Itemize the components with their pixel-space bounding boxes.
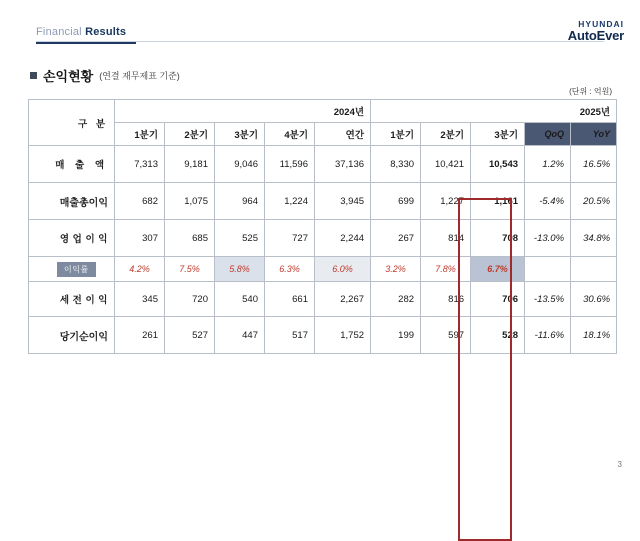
column-group-2025: 2025년: [371, 100, 617, 123]
cell-net-2025q1: 199: [371, 317, 421, 354]
cell-net-2025q3: 528: [471, 317, 525, 354]
cell-gross-qoq: -5.4%: [525, 183, 571, 220]
header-title-light: Financial: [36, 26, 86, 38]
cell-op-2024q3: 525: [215, 220, 265, 257]
cell-margin-qoq: [525, 257, 571, 282]
page-number: 3: [617, 460, 622, 469]
cell-revenue-2025q1: 8,330: [371, 146, 421, 183]
cell-revenue-2025q2: 10,421: [421, 146, 471, 183]
cell-revenue-2024annual: 37,136: [315, 146, 371, 183]
cell-op-yoy: 34.8%: [571, 220, 617, 257]
cell-pretax-2025q1: 282: [371, 282, 421, 317]
cell-gross-2025q1: 699: [371, 183, 421, 220]
logo-top-text: HYUNDAI: [578, 19, 624, 29]
cell-pretax-yoy: 30.6%: [571, 282, 617, 317]
table-row-ratio: [29, 257, 617, 282]
cell-margin-2025q1: 3.2%: [371, 257, 421, 282]
table-row: [29, 317, 617, 354]
cell-margin-2024q1: 4.2%: [115, 257, 165, 282]
cell-pretax-2024q1: 345: [115, 282, 165, 317]
column-group-2024: 2024년: [115, 100, 371, 123]
table-head: [29, 100, 617, 146]
cell-margin-2024q2: 7.5%: [165, 257, 215, 282]
financial-table: [28, 99, 617, 354]
column-header-qoq: QoQ: [525, 123, 571, 146]
cell-margin-2025q3: 6.7%: [471, 257, 525, 282]
cell-margin-2024q3: 5.8%: [215, 257, 265, 282]
logo-bottom-text: AutoEver: [567, 27, 624, 43]
cell-op-2024q4: 727: [265, 220, 315, 257]
company-logo: [568, 20, 624, 43]
cell-gross-2024q2: 1,075: [165, 183, 215, 220]
cell-op-qoq: -13.0%: [525, 220, 571, 257]
cell-pretax-2025q3: 706: [471, 282, 525, 317]
table-head-row-groups: [29, 100, 617, 123]
table-row: [29, 282, 617, 317]
unit-note: (단위 : 억원): [569, 87, 612, 96]
column-header-yoy: YoY: [571, 123, 617, 146]
cell-op-2025q1: 267: [371, 220, 421, 257]
section-subtitle-text: (연결 재무제표 기준): [99, 71, 180, 81]
cell-margin-2025q2: 7.8%: [421, 257, 471, 282]
slide-header: [36, 26, 604, 44]
cell-gross-2025q3: 1,161: [471, 183, 525, 220]
column-header-label: 구 분: [29, 100, 115, 146]
section-title: [30, 66, 180, 85]
cell-revenue-yoy: 16.5%: [571, 146, 617, 183]
cell-op-2025q3: 708: [471, 220, 525, 257]
cell-net-2024q4: 517: [265, 317, 315, 354]
column-header-2024-q1: 1분기: [115, 123, 165, 146]
column-header-2025-q1: 1분기: [371, 123, 421, 146]
cell-pretax-2024q3: 540: [215, 282, 265, 317]
section-title-text: 손익현황: [43, 69, 94, 84]
cell-revenue-2025q3: 10,543: [471, 146, 525, 183]
cell-revenue-qoq: 1.2%: [525, 146, 571, 183]
cell-revenue-2024q2: 9,181: [165, 146, 215, 183]
table-head-row-periods: [29, 123, 617, 146]
column-header-2024-annual: 연간: [315, 123, 371, 146]
column-header-2024-q2: 2분기: [165, 123, 215, 146]
cell-net-yoy: 18.1%: [571, 317, 617, 354]
cell-gross-2024annual: 3,945: [315, 183, 371, 220]
row-label-pretax-profit: 세 전 이 익: [29, 282, 115, 317]
row-label-margin: [29, 257, 115, 282]
row-label-net-income: 당기순이익: [29, 317, 115, 354]
cell-gross-yoy: 20.5%: [571, 183, 617, 220]
column-header-2025-q2: 2분기: [421, 123, 471, 146]
cell-revenue-2024q1: 7,313: [115, 146, 165, 183]
header-title-bold: Results: [85, 26, 127, 38]
header-title: [36, 26, 604, 42]
cell-net-2025q2: 597: [421, 317, 471, 354]
cell-net-2024q2: 527: [165, 317, 215, 354]
cell-net-qoq: -11.6%: [525, 317, 571, 354]
cell-pretax-2024q4: 661: [265, 282, 315, 317]
table-row: [29, 183, 617, 220]
row-label-revenue: 매 출 액: [29, 146, 115, 183]
cell-gross-2024q4: 1,224: [265, 183, 315, 220]
cell-pretax-2024annual: 2,267: [315, 282, 371, 317]
column-header-2025-q3: 3분기: [471, 123, 525, 146]
cell-revenue-2024q3: 9,046: [215, 146, 265, 183]
cell-op-2025q2: 814: [421, 220, 471, 257]
table-body: [29, 146, 617, 354]
column-header-2024-q3: 3분기: [215, 123, 265, 146]
row-label-gross-profit: 매출총이익: [29, 183, 115, 220]
cell-pretax-qoq: -13.5%: [525, 282, 571, 317]
header-rule: [36, 42, 136, 44]
cell-op-2024q2: 685: [165, 220, 215, 257]
cell-gross-2024q1: 682: [115, 183, 165, 220]
cell-pretax-2025q2: 816: [421, 282, 471, 317]
cell-op-2024annual: 2,244: [315, 220, 371, 257]
cell-net-2024q1: 261: [115, 317, 165, 354]
table-row: [29, 220, 617, 257]
cell-revenue-2024q4: 11,596: [265, 146, 315, 183]
cell-op-2024q1: 307: [115, 220, 165, 257]
cell-net-2024annual: 1,752: [315, 317, 371, 354]
cell-margin-2024annual: 6.0%: [315, 257, 371, 282]
table-row: [29, 146, 617, 183]
bullet-square-icon: [30, 72, 37, 79]
ratio-chip: 이익률: [57, 262, 96, 277]
row-label-operating-profit: 영 업 이 익: [29, 220, 115, 257]
cell-margin-yoy: [571, 257, 617, 282]
cell-gross-2025q2: 1,227: [421, 183, 471, 220]
cell-net-2024q3: 447: [215, 317, 265, 354]
cell-gross-2024q3: 964: [215, 183, 265, 220]
cell-pretax-2024q2: 720: [165, 282, 215, 317]
cell-margin-2024q4: 6.3%: [265, 257, 315, 282]
financial-table-wrap: [28, 99, 612, 354]
column-header-2024-q4: 4분기: [265, 123, 315, 146]
